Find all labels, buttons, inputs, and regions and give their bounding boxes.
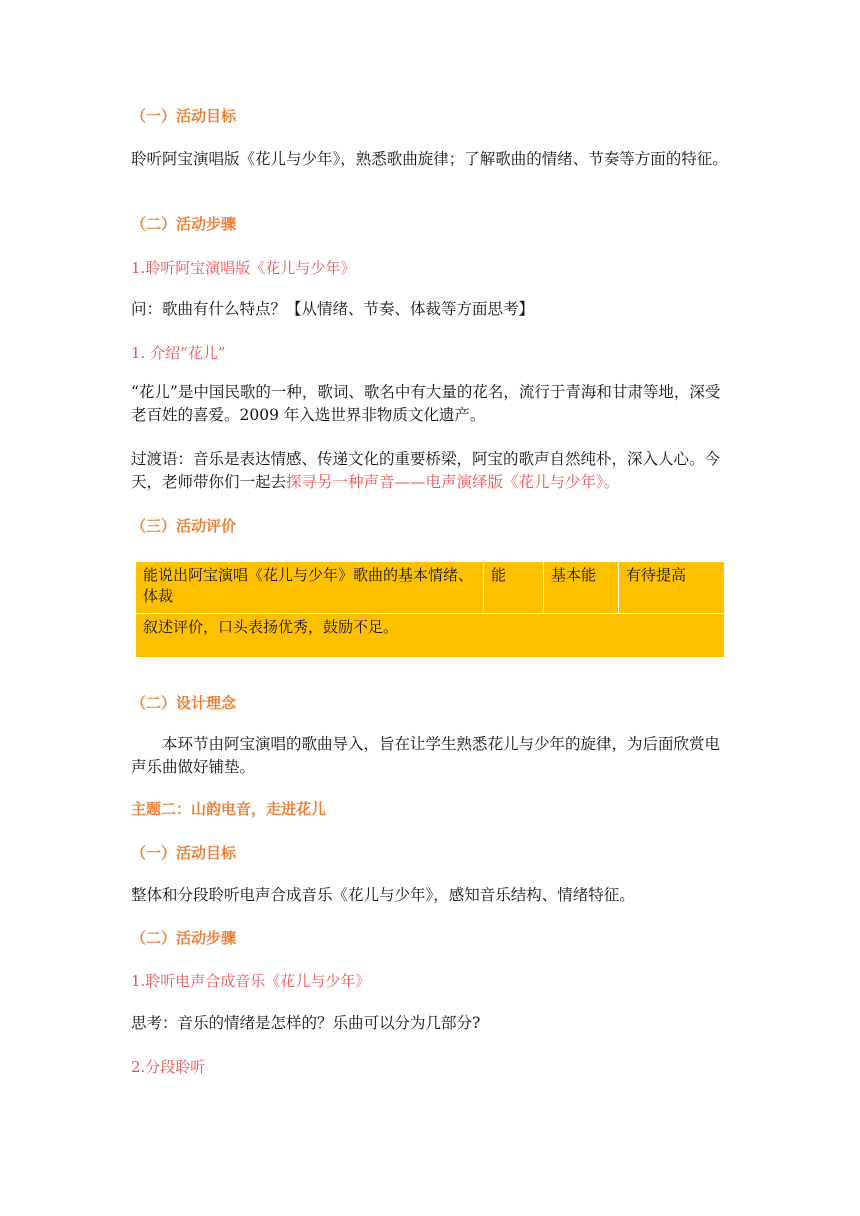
summary-cell: 叙述评价，口头表扬优秀，鼓励不足。 xyxy=(136,614,725,658)
step-listen-electronic: 1.聆听电声合成音乐《花儿与少年》 xyxy=(131,972,371,990)
design-paragraph: 本环节由阿宝演唱的歌曲导入，旨在让学生熟悉花儿与少年的旋律，为后面欣赏电声乐曲做好铺垫。 xyxy=(131,735,721,776)
goal-paragraph: 聆听阿宝演唱版《花儿与少年》，熟悉歌曲旋律；了解歌曲的情绪、节奏等方面的特征。 xyxy=(131,150,728,168)
section-heading-steps: （二）活动步骤 xyxy=(131,215,237,233)
section-heading-evaluation: （三）活动评价 xyxy=(131,517,237,535)
section-heading-design: （二）设计理念 xyxy=(131,694,237,712)
table-row xyxy=(136,562,725,614)
level-improve-cell: 有待提高 xyxy=(619,562,725,614)
criterion-cell: 能说出阿宝演唱《花儿与少年》歌曲的基本情绪、体裁 xyxy=(136,562,484,614)
step-listen-abao: 1.聆听阿宝演唱版《花儿与少年》 xyxy=(131,259,356,277)
step-intro-huaer: 1. 介绍“花儿” xyxy=(131,344,226,362)
section-heading-goal: （一）活动目标 xyxy=(131,107,237,125)
theme-heading: 主题二：山韵电音，走进花儿 xyxy=(131,800,327,818)
question-paragraph-2: 思考：音乐的情绪是怎样的？乐曲可以分为几部分? xyxy=(131,1014,481,1032)
level-can-cell: 能 xyxy=(484,562,544,614)
huaer-intro-paragraph: “花儿”是中国民歌的一种，歌词、歌名中有大量的花名，流行于青海和甘肃等地，深受老百姓的喜爱。2009 年入选世界非物质文化遗产。 xyxy=(131,383,721,424)
step-segment-listen: 2.分段聆听 xyxy=(131,1058,206,1076)
evaluation-table xyxy=(135,561,725,658)
section-heading-goal-2: （一）活动目标 xyxy=(131,844,237,862)
transition-paragraph xyxy=(131,448,731,494)
transition-text: 过渡语：音乐是表达情感、传递文化的重要桥梁，阿宝的歌声自然纯朴，深入人心。今天，老师带你们一起去 xyxy=(131,450,721,491)
transition-highlight: 探寻另一种声音——电声演绎版《花儿与少年》。 xyxy=(286,473,620,491)
question-paragraph: 问：歌曲有什么特点？【从情绪、节奏、体裁等方面思考】 xyxy=(131,300,535,318)
section-heading-steps-2: （二）活动步骤 xyxy=(131,929,237,947)
goal-paragraph-2: 整体和分段聆听电声合成音乐《花儿与少年》，感知音乐结构、情绪特征。 xyxy=(131,886,635,904)
level-basic-cell: 基本能 xyxy=(544,562,619,614)
table-row xyxy=(136,614,725,658)
